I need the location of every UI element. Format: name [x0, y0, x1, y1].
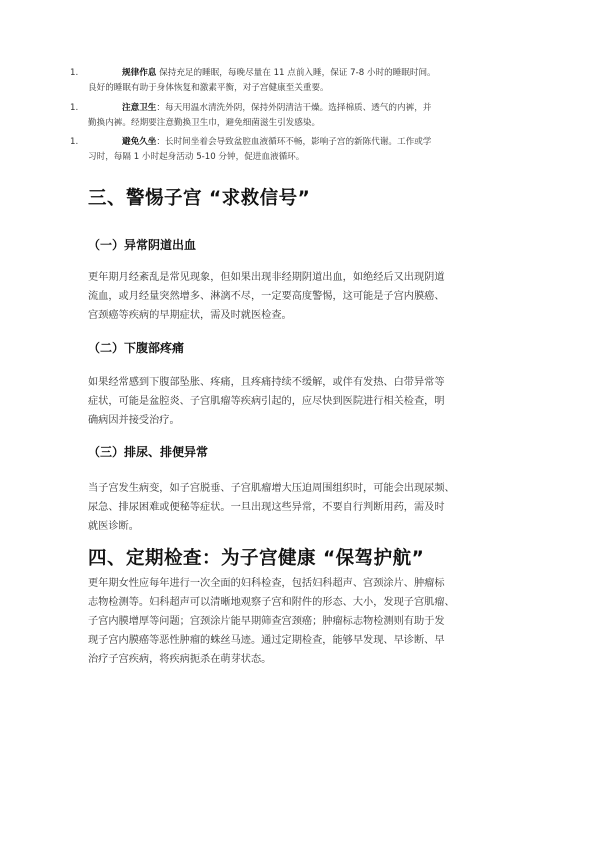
paragraph-line: 宫颈癌等疾病的早期症状，需及时就医检查。 [88, 310, 292, 321]
paragraph-line: 更年期月经紊乱是常见现象，但如果出现非经期阴道出血，如绝经后又出现阴道 [88, 272, 445, 283]
list-text: ：每天用温水清洗外阴，保持外阴清洁干燥。选择棉质、透气的内裤，并 [156, 103, 432, 113]
paragraph-line: 如果经常感到下腹部坠胀、疼痛，且疼痛持续不缓解，或伴有发热、白带异常等 [88, 377, 445, 388]
subsection-heading: （一）异常阴道出血 [88, 238, 197, 252]
list-text: 习时，每隔 1 小时起身活动 5-10 分钟，促进血液循环。 [88, 152, 305, 162]
list-text: ：长时间坐着会导致盆腔血液循环不畅，影响子宫的新陈代谢。工作或学 [156, 137, 432, 147]
list-text: 保持充足的睡眠，每晚尽量在 11 点前入睡，保证 7-8 小时的睡眠时间。 [159, 68, 436, 78]
list-item [70, 101, 528, 131]
paragraph-line: 更年期女性应每年进行一次全面的妇科检查，包括妇科超声、宫颈涂片、肿瘤标 [88, 578, 445, 589]
list-term: 注意卫生 [122, 103, 157, 113]
paragraph-line: 症状，可能是盆腔炎、子宫肌瘤等疾病引起的，应尽快到医院进行相关检查，明 [88, 396, 445, 407]
paragraph-line: 就医诊断。 [88, 521, 139, 532]
paragraph-line: 确病因并接受治疗。 [88, 415, 180, 426]
list-text: 良好的睡眠有助于身体恢复和激素平衡，对子宫健康至关重要。 [88, 83, 329, 93]
paragraph-line: 流血，或月经量突然增多、淋漓不尽，一定要高度警惕，这可能是子宫内膜癌、 [88, 291, 445, 302]
paragraph [88, 268, 518, 325]
paragraph [88, 574, 518, 669]
list-term: 避免久坐 [122, 137, 157, 147]
paragraph-line: 志物检测等。妇科超声可以清晰地观察子宫和附件的形态、大小，发现子宫肌瘤、 [88, 597, 455, 608]
paragraph-line: 现子宫内膜癌等恶性肿瘤的蛛丝马迹。通过定期检查，能够早发现、早诊断、早 [88, 635, 445, 646]
paragraph-line: 尿急、排尿困难或便秘等症状。一旦出现这些异常，不要自行判断用药，需及时 [88, 502, 445, 513]
list-number: 1. [70, 68, 79, 78]
paragraph-line: 子宫内膜增厚等问题；宫颈涂片能早期筛查宫颈癌；肿瘤标志物检测则有助于发 [88, 616, 445, 627]
paragraph-line: 治疗子宫疾病，将疾病扼杀在萌芽状态。 [88, 654, 272, 665]
list-item [70, 66, 528, 96]
paragraph [88, 479, 518, 536]
paragraph [88, 373, 518, 430]
list-term: 规律作息 [122, 68, 157, 78]
section-heading: 四、定期检查：为子宫健康 “保驾护航” [88, 548, 425, 569]
list-number: 1. [70, 103, 79, 113]
list-text: 勤换内裤。经期要注意勤换卫生巾，避免细菌滋生引发感染。 [88, 118, 321, 128]
list-item [70, 135, 528, 165]
list-number: 1. [70, 137, 79, 147]
section-heading: 三、警惕子宫 “求救信号” [88, 188, 311, 209]
paragraph-line: 当子宫发生病变，如子宫脱垂、子宫肌瘤增大压迫周围组织时，可能会出现尿频、 [88, 483, 455, 494]
subsection-heading: （二）下腹部疼痛 [88, 341, 185, 355]
subsection-heading: （三）排尿、排便异常 [88, 445, 209, 459]
